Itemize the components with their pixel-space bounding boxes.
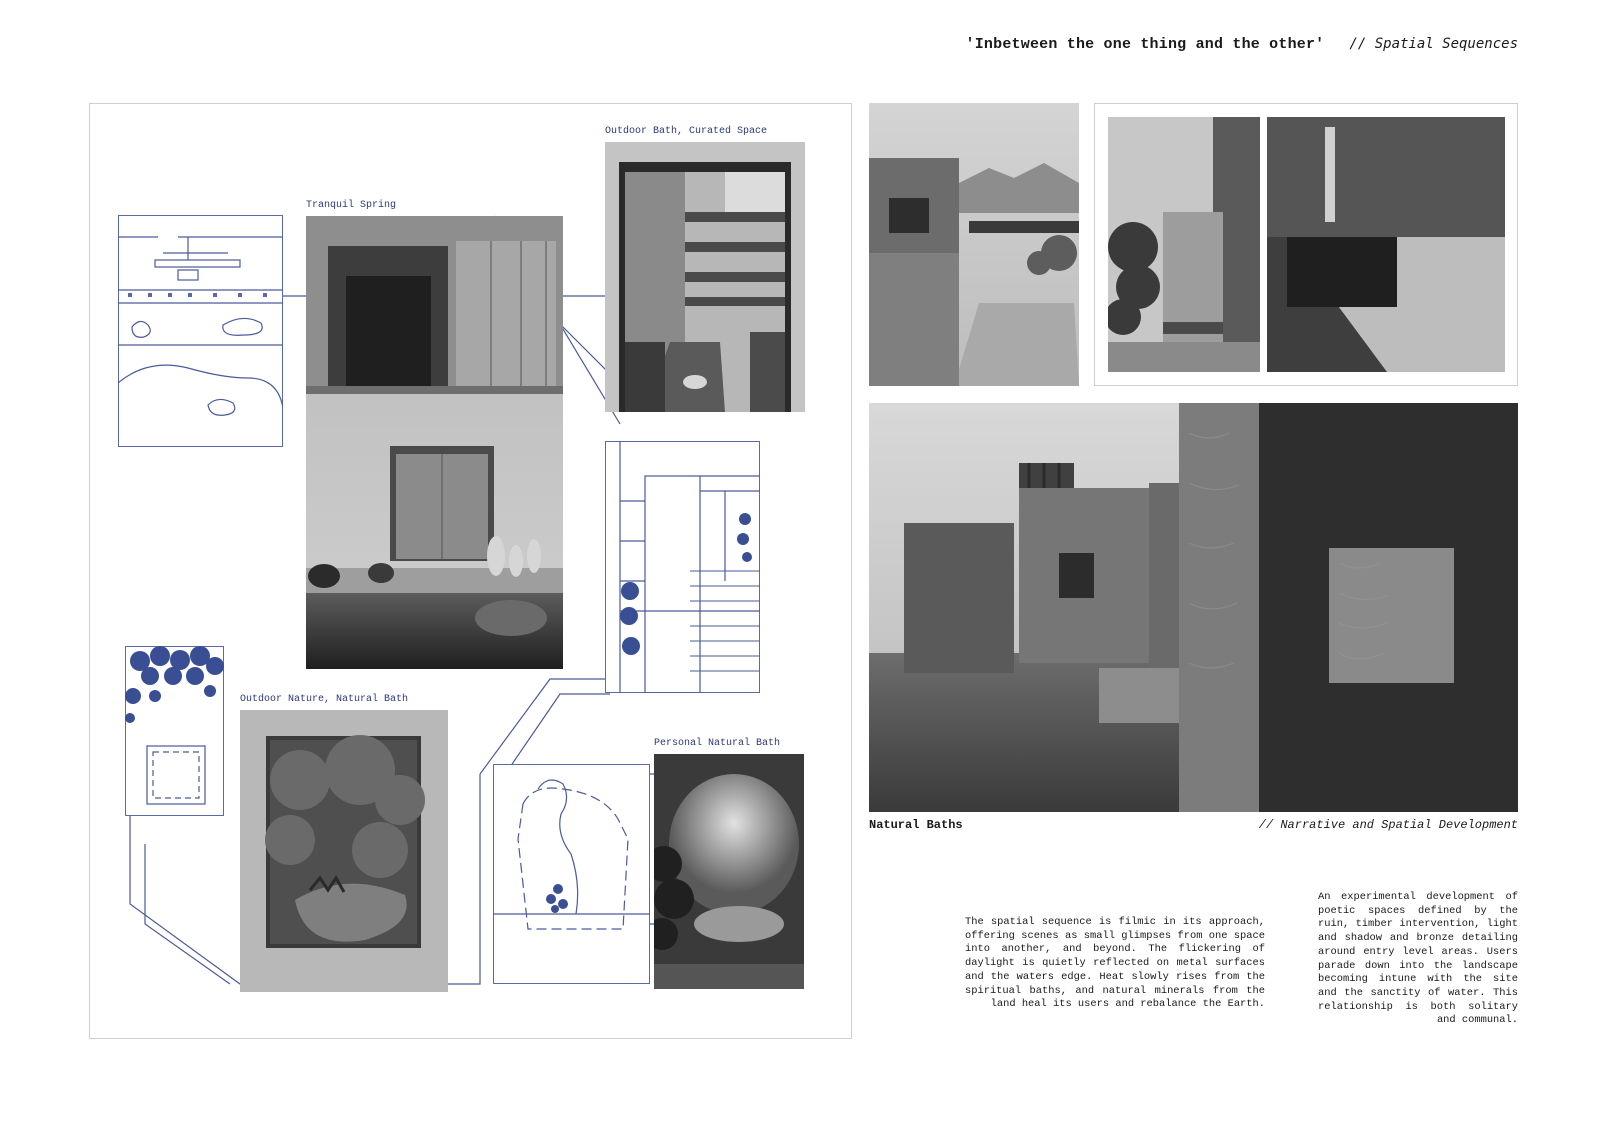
site-plan-drawing <box>118 215 283 447</box>
label-narrative: // Narrative and Spatial Development <box>1258 818 1518 832</box>
caption-tranquil-spring: Tranquil Spring <box>306 200 397 211</box>
page-title: 'Inbetween the one thing and the other' <box>965 36 1325 53</box>
paragraph-experimental: An experimental development of poetic spaces defined by the ruin, timber intervention, light and shadow and bronze detailing around entry level areas. Users parade down into the landscape becoming intune with the site and the sanctity of water. This relationship is both solitary and communal. <box>1318 891 1518 1027</box>
photo-courtyard-wall <box>1108 117 1260 372</box>
label-natural-baths: Natural Baths <box>869 818 963 832</box>
foliage-drawing <box>125 646 225 816</box>
caption-personal-bath: Personal Natural Bath <box>654 738 781 749</box>
photo-personal-bath <box>654 754 804 989</box>
paragraph-spatial-sequence: The spatial sequence is filmic in its approach, offering scenes as small glimpses from one space into another, and beyond. The flickering of daylight is quietly reflected on metal surfaces and the waters edge. Heat slowly rises from the spiritual baths, and natural minerals from the land heal its users and rebalance the Earth. <box>965 916 1265 1011</box>
photo-shadow-interior <box>1267 117 1505 372</box>
photo-outdoor-nature <box>240 710 448 992</box>
photo-outdoor-bath <box>605 142 805 412</box>
page-subtitle: // Spatial Sequences <box>1349 36 1518 52</box>
photo-tranquil-spring <box>306 216 563 669</box>
page-header <box>966 34 1518 53</box>
photo-pathway <box>869 103 1079 386</box>
bath-section-drawing <box>493 764 650 984</box>
left-board <box>89 103 852 1039</box>
plan-drawing <box>605 441 760 693</box>
caption-outdoor-nature: Outdoor Nature, Natural Bath <box>240 694 409 705</box>
caption-outdoor-bath: Outdoor Bath, Curated Space <box>605 126 768 137</box>
photo-natural-baths <box>869 403 1518 812</box>
